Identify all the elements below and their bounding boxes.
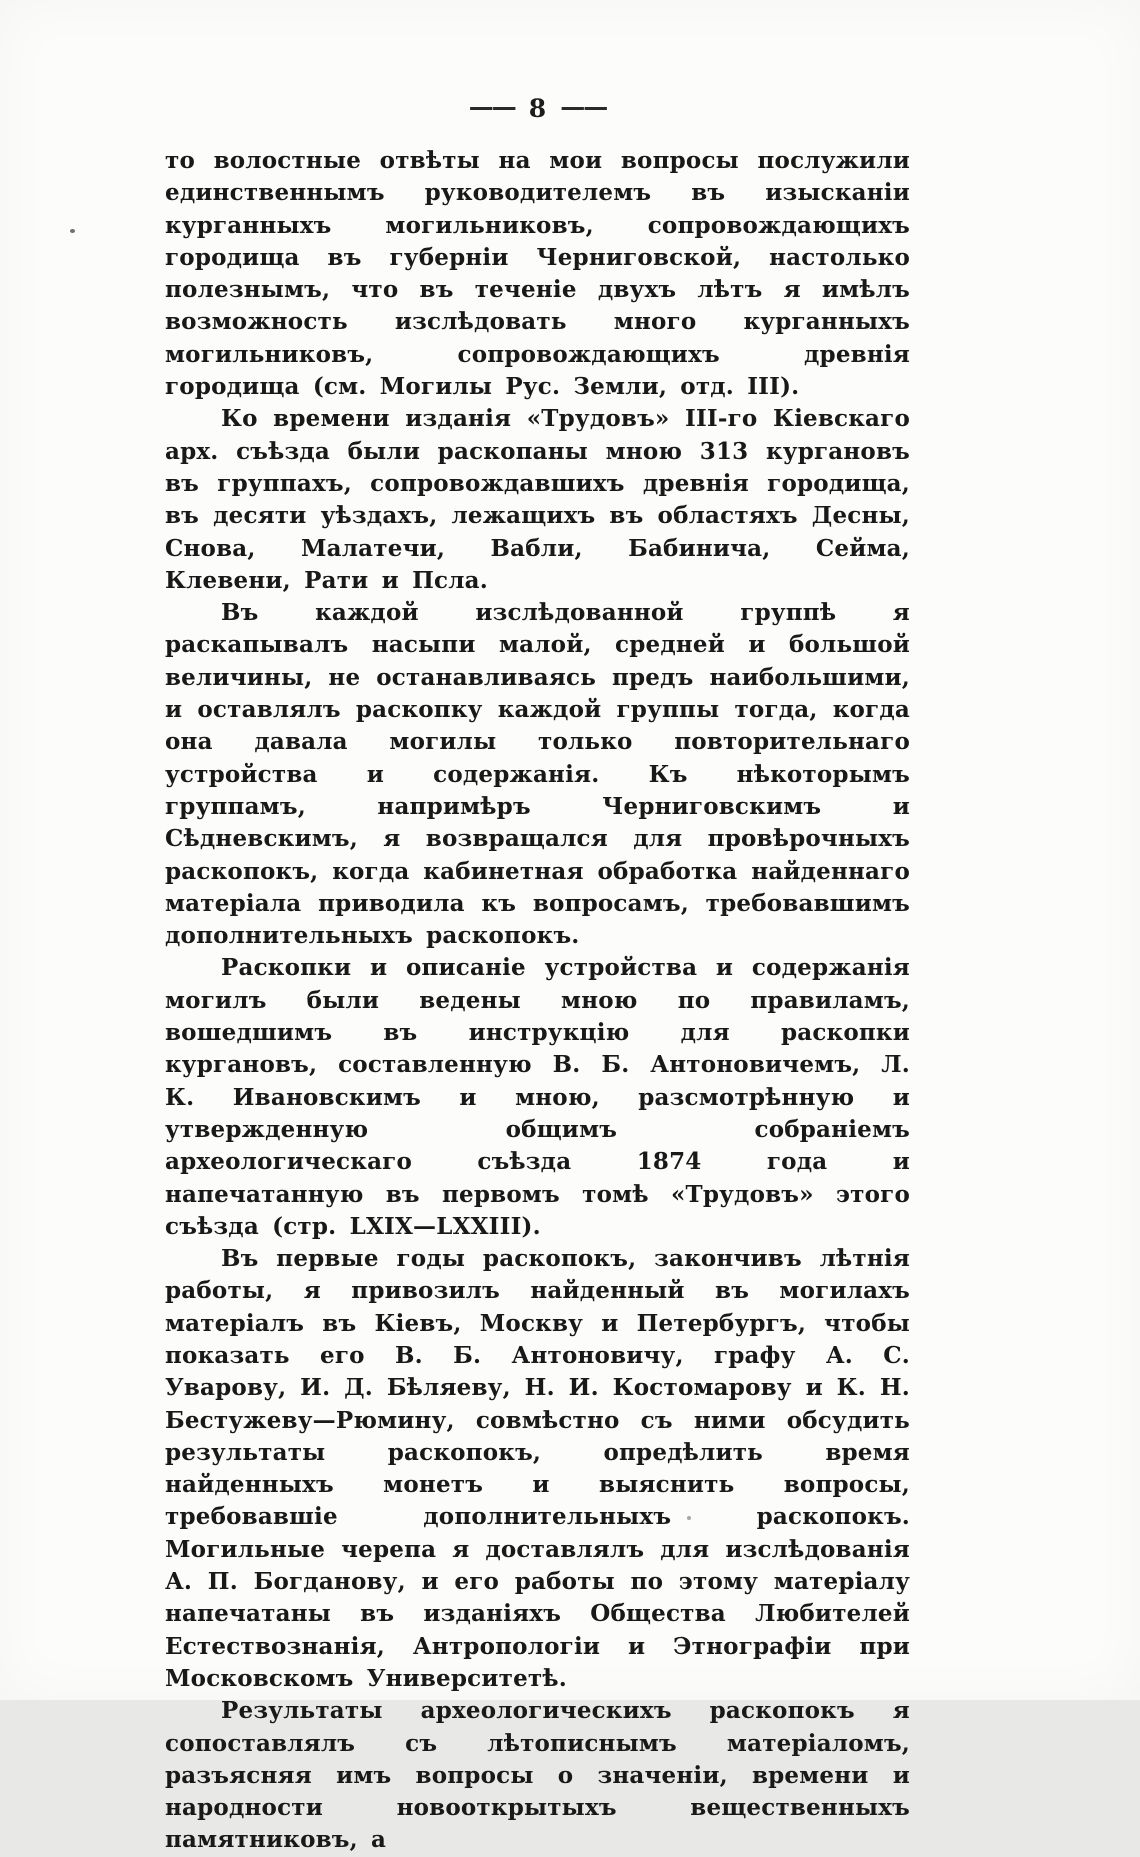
body-text bbox=[165, 145, 910, 1857]
page-content bbox=[165, 94, 910, 1857]
paragraph-4: Раскопки и описаніе устройства и содержанія могилъ были ведены мною по правиламъ, вошедшимъ въ инструкцію для раскопки кургановъ, составленную В. Б. Антоновичемъ, Л. К. Ивановскимъ и мною, разсмотрѣнную и утвержденную общимъ собраніемъ археологическаго съѣзда 1874 года и напечатанную въ первомъ томѣ «Трудовъ» этого съѣзда (стр. LXIX—LXXIII). bbox=[165, 954, 910, 1240]
paragraph-5: Въ первые годы раскопокъ, закончивъ лѣтнія работы, я привозилъ найденный въ могилахъ матеріалъ въ Кіевъ, Москву и Петербургъ, чтобы показать его В. Б. Антоновичу, графу А. С. Уварову, И. Д. Бѣляеву, Н. И. Костомарову и К. Н. Бестужеву—Рюмину, совмѣстно съ ними обсудить результаты раскопокъ, опредѣлить время найденныхъ монетъ и выяснить вопросы, требовавшіе дополнительныхъ раскопокъ. Могильные черепа я доставлялъ для изслѣдованія А. П. Богданову, и его работы по этому матеріалу напечатаны въ изданіяхъ Общества Любителей Естествознанія, Антропологіи и Этнографіи при Московскомъ Университетѣ. bbox=[165, 1245, 910, 1692]
paragraph-3: Въ каждой изслѣдованной группѣ я раскапывалъ насыпи малой, средней и большой величины, не останавливаясь предъ наибольшими, и оставлялъ раскопку каждой группы тогда, когда она давала могилы только повторительнаго устройства и содержанія. Къ нѣкоторымъ группамъ, напримѣръ Черниговскимъ и Сѣдневскимъ, я возвращался для провѣрочныхъ раскопокъ, когда кабинетная обработка найденнаго матеріала приводила къ вопросамъ, требовавшимъ дополнительныхъ раскопокъ. bbox=[165, 599, 910, 950]
scan-speck bbox=[70, 229, 75, 233]
page-header bbox=[165, 94, 910, 123]
paragraph-2: Ко времени изданія «Трудовъ» III-го Кіевскаго арх. съѣзда были раскопаны мною 313 кургановъ въ группахъ, сопровождавшихъ древнія городища, въ десяти уѣздахъ, лежащихъ въ областяхъ Десны, Снова, Малатечи, Вабли, Бабинича, Сейма, Клевени, Рати и Псла. bbox=[165, 405, 910, 594]
page-number: 8 bbox=[528, 94, 547, 123]
paragraph-1: то волостные отвѣты на мои вопросы послужили единственнымъ руководителемъ въ изысканіи курганныхъ могильниковъ, сопровождающихъ городища въ губерніи Черниговской, настолько полезнымъ, что въ теченіе двухъ лѣтъ я имѣлъ возможность изслѣдовать много курганныхъ могильниковъ, сопровождающихъ древнія городища (см. Могилы Рус. Земли, отд. III). bbox=[165, 147, 910, 401]
header-rule-right: —— bbox=[560, 92, 607, 121]
header-rule-left: —— bbox=[468, 92, 515, 121]
paragraph-6: Результаты археологическихъ раскопокъ я сопоставлялъ съ лѣтописнымъ матеріаломъ, разъясняя имъ вопросы о значеніи, времени и народности новооткрытыхъ вещественныхъ памятниковъ, а bbox=[165, 1697, 910, 1854]
